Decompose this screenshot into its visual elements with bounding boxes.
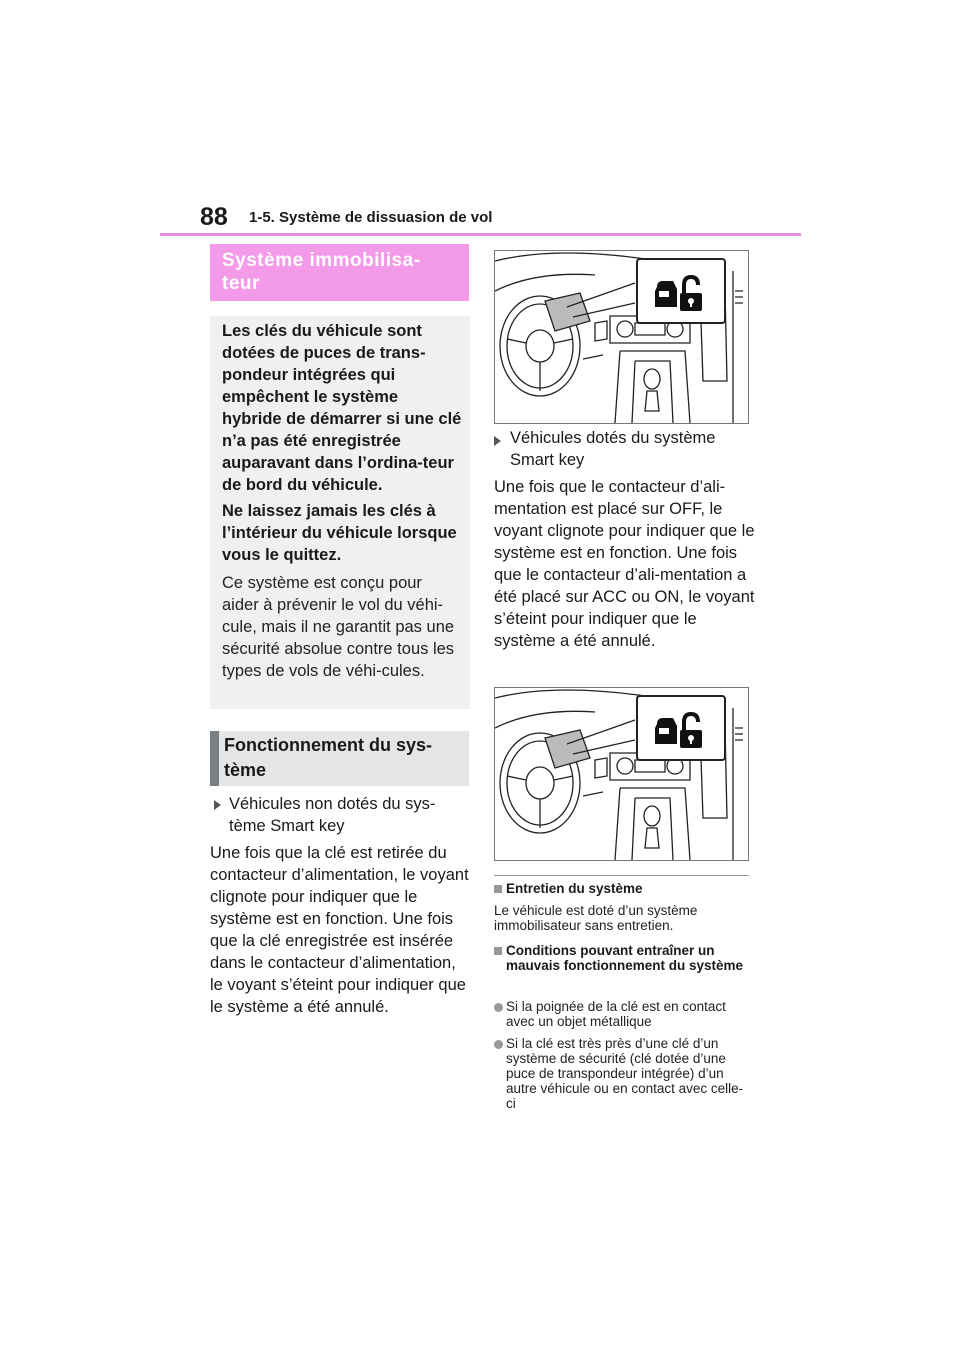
malfunction-condition-1: Si la poignée de la clé est en contact avec un objet métallique [506, 999, 726, 1029]
note-text-maintenance: Le véhicule est doté d’un système immobilisateur sans entretien. [494, 903, 698, 933]
triangle-bullet-icon [494, 436, 501, 446]
dashboard-illustration-icon [495, 251, 748, 423]
bullet-no-smart-key: Véhicules non dotés du sys-tème Smart key [229, 795, 436, 835]
section-title: 1-5. Système de dissuasion de vol [249, 209, 493, 226]
intro-box [210, 316, 470, 709]
intro-paragraph-2: Ne laissez jamais les clés à l’intérieur du véhicule lorsque vous le quittez. [222, 502, 457, 564]
triangle-bullet-icon [214, 800, 221, 810]
smart-key-description: Une fois que le contacteur d’ali-mentation est placé sur OFF, le voyant clignote pour indiquer que le système est en fonction. Une fois que le contacteur d’ali-mentation a été placé sur ACC ou ON, le voyant s’éteint pour indiquer que le système a été annulé. [494, 478, 755, 650]
note-heading-maintenance: Entretien du système [506, 881, 643, 896]
operation-heading: Fonctionnement du sys-tème [224, 735, 433, 780]
round-bullet-icon [494, 1003, 503, 1012]
page-number: 88 [200, 203, 228, 231]
malfunction-condition-2: Si la clé est très près d’une clé d’un système de sécurité (clé dotée d’une puce de transpondeur intégrée) d’un autre véhicule ou en contact avec celle-ci [506, 1036, 744, 1111]
indicator-callout [637, 696, 725, 760]
indicator-callout [637, 259, 725, 323]
dashboard-illustration-2 [494, 687, 749, 861]
dashboard-illustration-icon [495, 688, 748, 860]
header-divider [160, 233, 801, 236]
note-heading-malfunction: Conditions pouvant entraîner un mauvais fonctionnement du système [506, 943, 744, 973]
operation-heading-bar [210, 731, 219, 786]
round-bullet-icon [494, 1040, 503, 1049]
notes-divider [494, 875, 749, 876]
intro-paragraph-3: Ce système est conçu pour aider à prévenir le vol du véhi-cule, mais il ne garantit pas une sécurité absolue contre tous les types de vols de véhi-cules. [222, 574, 455, 680]
no-smart-key-description: Une fois que la clé est retirée du contacteur d’alimentation, le voyant clignote pour indiquer que le système est en fonction. Une fois que la clé enregistrée est insérée dans le contacteur d’alimentation, le voyant s’éteint pour indiquer que le système a été annulé. [210, 844, 469, 1016]
square-bullet-icon [494, 947, 502, 955]
immobilizer-heading-box [210, 244, 469, 301]
intro-paragraph-1: Les clés du véhicule sont dotées de puces de trans-pondeur intégrées qui empêchent le système hybride de démarrer si une clé n’a pas été enregistrée auparavant dans l’ordina-teur de bord du véhicule. [222, 322, 462, 494]
immobilizer-heading: Système immobilisa- teur [222, 250, 421, 294]
dashboard-illustration-1 [494, 250, 749, 424]
square-bullet-icon [494, 885, 502, 893]
bullet-smart-key: Véhicules dotés du système Smart key [510, 429, 716, 469]
